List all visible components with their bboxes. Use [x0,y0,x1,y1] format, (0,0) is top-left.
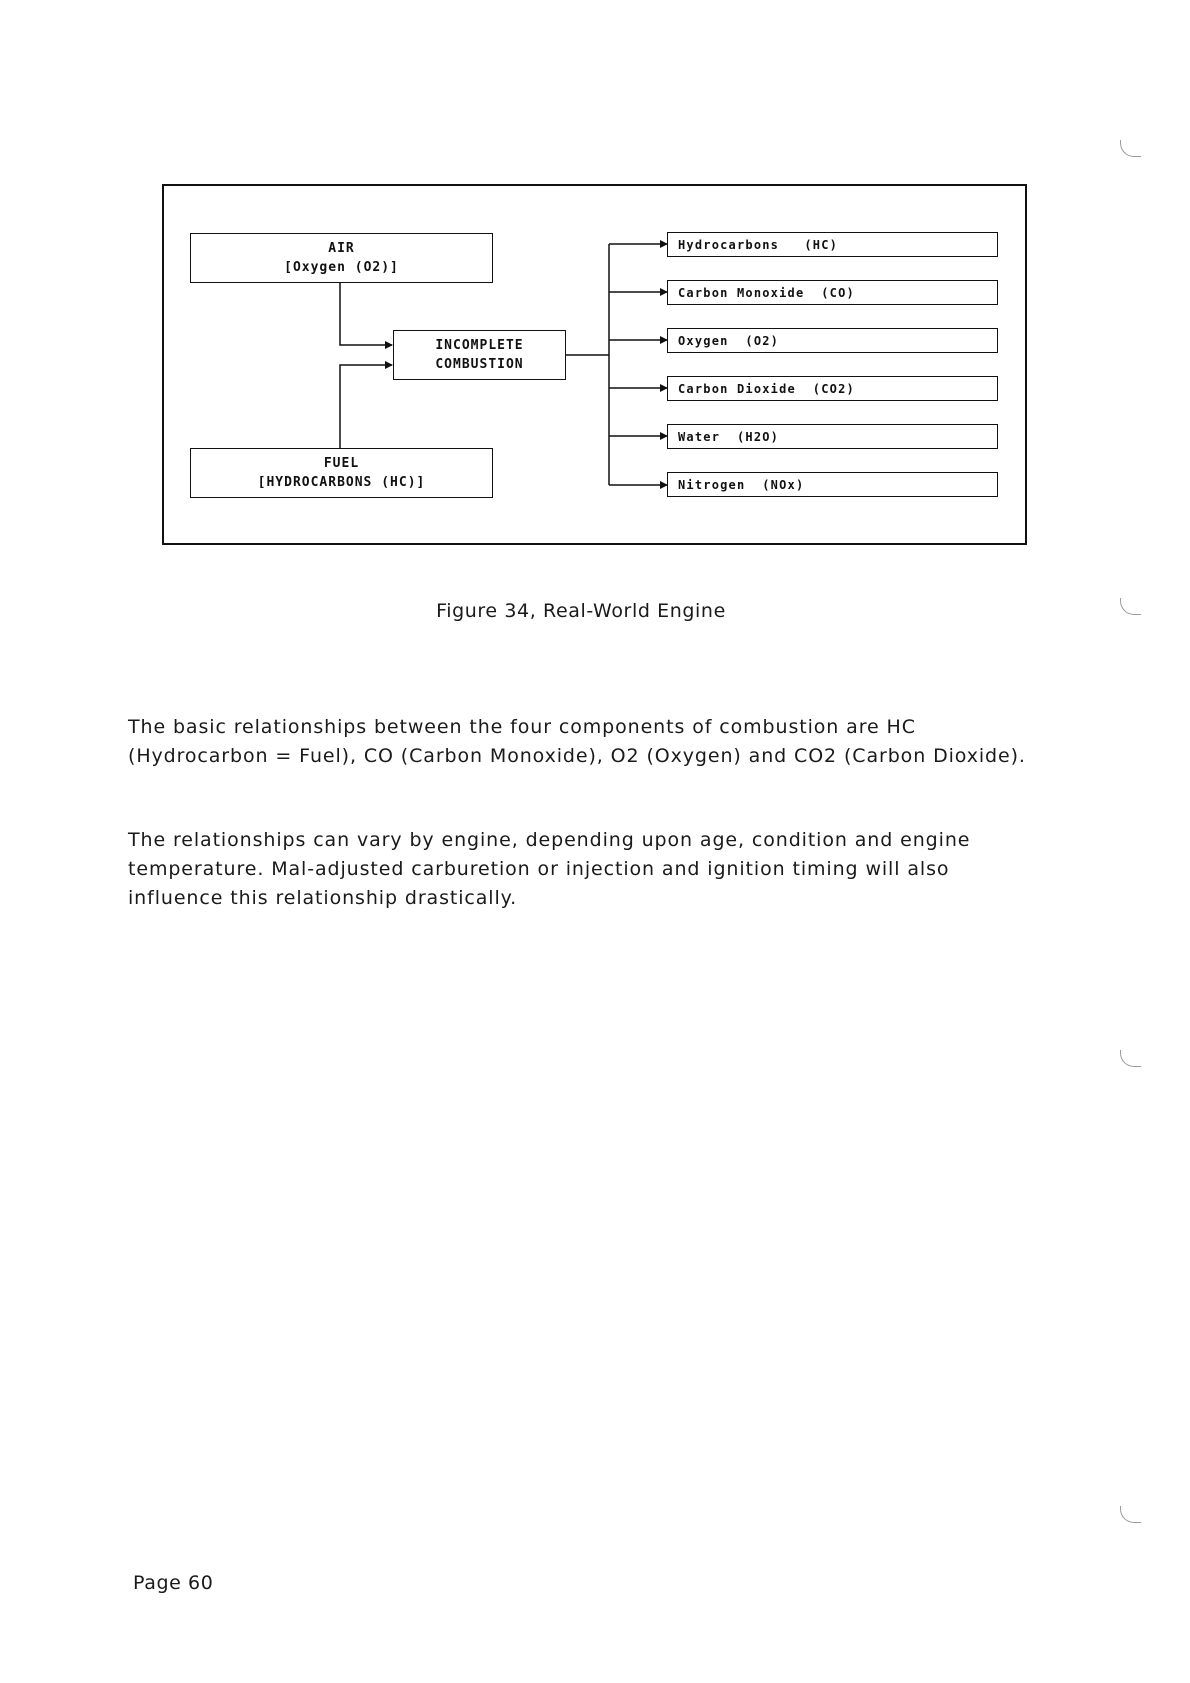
output-label: Nitrogen (NOx) [678,477,805,492]
binder-hole-mark [1120,1050,1141,1067]
air-title: AIR [328,241,355,256]
output-label: Water (H2O) [678,429,780,444]
air-input-box [190,233,493,283]
output-water-box [667,424,998,449]
output-nitrogen-box [667,472,998,497]
process-line-2: COMBUSTION [435,357,524,372]
binder-hole-mark [1120,140,1141,157]
output-label: Carbon Monoxide (CO) [678,285,855,300]
output-label: Hydrocarbons (HC) [678,237,839,252]
output-label: Carbon Dioxide (CO2) [678,381,855,396]
figure-caption: Figure 34, Real-World Engine [436,600,726,622]
output-label: Oxygen (O2) [678,333,780,348]
output-hydrocarbons-box [667,232,998,257]
output-oxygen-box [667,328,998,353]
binder-hole-mark [1120,1506,1141,1523]
body-paragraph-1: The basic relationships between the four components of combustion are HC (Hydrocarbon = Fuel), CO (Carbon Monoxide), O2 (Oxygen) and CO2 (Carbon Dioxide). [128,716,1026,767]
fuel-subtitle: [HYDROCARBONS (HC)] [257,475,426,490]
process-line-1: INCOMPLETE [435,338,524,353]
output-carbon-monoxide-box [667,280,998,305]
page-number: Page 60 [133,1572,214,1594]
output-carbon-dioxide-box [667,376,998,401]
fuel-title: FUEL [323,456,360,471]
fuel-input-box [190,448,493,498]
incomplete-combustion-box [393,330,566,380]
body-paragraph-2: The relationships can vary by engine, depending upon age, condition and engine temperature. Mal-adjusted carburetion or injection and ignition timing will also influence this relationship drastically. [128,829,971,909]
air-subtitle: [Oxygen (O2)] [284,260,399,275]
